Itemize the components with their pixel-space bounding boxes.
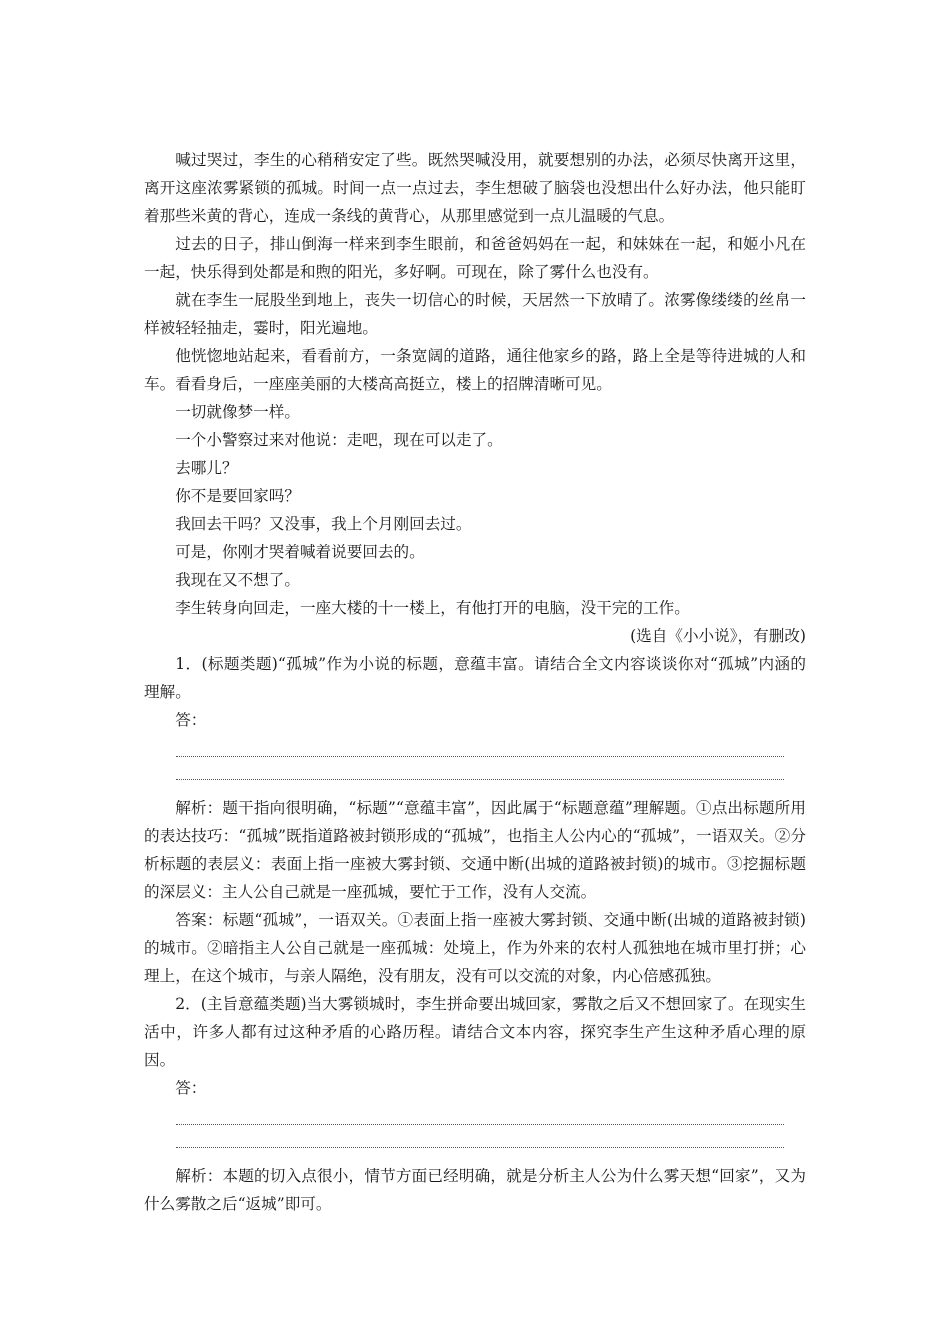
story-paragraph: 一切就像梦一样。 [175,403,300,421]
answer-line [176,779,784,780]
story-paragraph: 喊过哭过，李生的心稍稍安定了些。既然哭喊没用，就要想别的办法，必须尽快离开这里，离开这座浓雾紧锁的孤城。时间一点一点过去，李生想破了脑袋也没想出什么好办法，他只能盯着那些米黄的背心，连成一条线的黄背心，从那里感觉到一点儿温暖的气息。 [144,151,806,225]
document-page [144,146,806,1218]
question-2: 2．(主旨意蕴类题)当大雾锁城时，李生拼命要出城回家，雾散之后又不想回家了。在现实生活中，许多人都有过这种矛盾的心路历程。请结合文本内容，探究李生产生这种矛盾心理的原因。 [144,995,806,1069]
story-paragraph: 一个小警察过来对他说：走吧，现在可以走了。 [175,431,503,449]
story-paragraph: 我回去干吗？又没事，我上个月刚回去过。 [175,515,472,533]
answer-line [176,756,784,757]
answer-label-1: 答： [175,711,207,729]
answer-line [176,1147,784,1148]
story-paragraph: 过去的日子，排山倒海一样来到李生眼前，和爸爸妈妈在一起，和妹妹在一起，和姬小凡在一起，快乐得到处都是和煦的阳光，多好啊。可现在，除了雾什么也没有。 [144,235,806,281]
answer-label-2: 答： [175,1079,207,1097]
story-paragraph: 他恍惚地站起来，看看前方，一条宽阔的道路，通往他家乡的路，路上全是等待进城的人和车。看看身后，一座座美丽的大楼高高挺立，楼上的招牌清晰可见。 [144,347,806,393]
source-citation: (选自《小小说》，有删改) [630,627,806,645]
story-paragraph: 李生转身向回走，一座大楼的十一楼上，有他打开的电脑，没干完的工作。 [175,599,690,617]
answer-lines-1 [144,756,806,794]
answer-1: 答案：标题“孤城”，一语双关。①表面上指一座被大雾封锁、交通中断(出城的道路被封锁)的城市。②暗指主人公自己就是一座孤城：处境上，作为外来的农村人孤独地在城市里打拼；心理上，在这个城市，与亲人隔绝，没有朋友，没有可以交流的对象，内心倍感孤独。 [144,911,806,985]
answer-lines-2 [144,1124,806,1162]
story-paragraph: 你不是要回家吗？ [175,487,300,505]
story-paragraph: 我现在又不想了。 [175,571,300,589]
story-paragraph: 可是，你刚才哭着喊着说要回去的。 [175,543,425,561]
story-paragraph: 去哪儿？ [175,459,238,477]
analysis-1: 解析：题干指向很明确，“标题”“意蕴丰富”，因此属于“标题意蕴”理解题。①点出标题所用的表达技巧：“孤城”既指道路被封锁形成的“孤城”，也指主人公内心的“孤城”，一语双关。②分析标题的表层义：表面上指一座被大雾封锁、交通中断(出城的道路被封锁)的城市。③挖掘标题的深层义：主人公自己就是一座孤城，要忙于工作，没有人交流。 [144,799,806,901]
analysis-2: 解析：本题的切入点很小，情节方面已经明确，就是分析主人公为什么雾天想“回家”，又为什么雾散之后“返城”即可。 [144,1167,806,1213]
answer-line [176,1124,784,1125]
story-paragraph: 就在李生一屁股坐到地上，丧失一切信心的时候，天居然一下放晴了。浓雾像缕缕的丝帛一样被轻轻抽走，霎时，阳光遍地。 [144,291,806,337]
question-1: 1．(标题类题)“孤城”作为小说的标题，意蕴丰富。请结合全文内容谈谈你对“孤城”内涵的理解。 [144,655,806,701]
